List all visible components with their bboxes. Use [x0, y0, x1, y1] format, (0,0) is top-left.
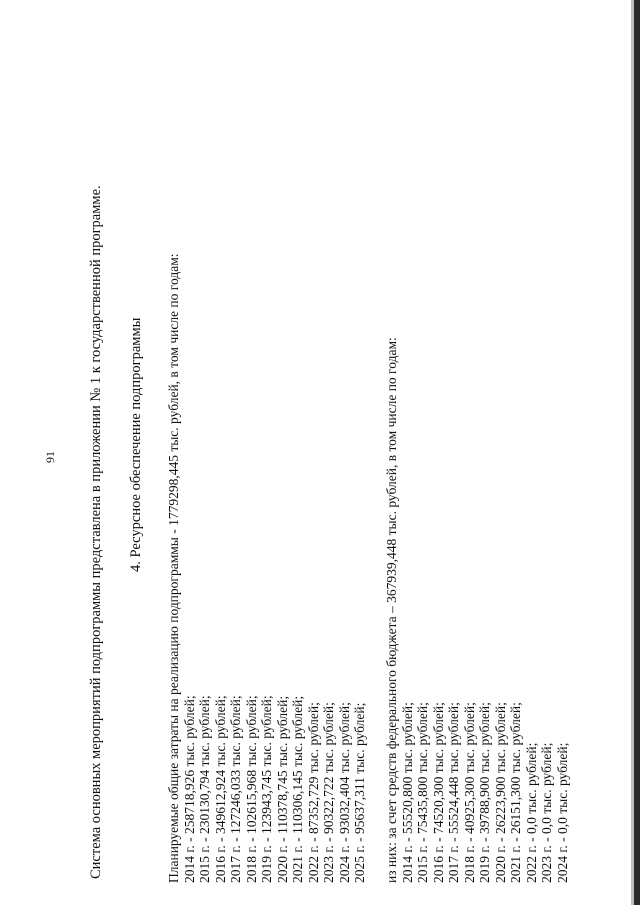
total-funding-heading: Планируемые общие затраты на реализацию подпрограммы - 1779298,445 тыс. рублей, в том числе по годам: — [166, 253, 181, 883]
federal-funding-item: 2022 г. - 0,0 тыс. рублей; — [523, 742, 539, 883]
total-funding-item: 2015 г. - 230130,794 тыс. рублей; — [197, 695, 212, 883]
federal-funding-item: 2024 г. - 0,0 тыс. рублей; — [554, 742, 570, 883]
total-funding-item: 2024 г. - 93032,404 тыс. рублей; — [336, 702, 352, 883]
total-funding-item: 2023 г. - 90322,722 тыс. рублей; — [321, 702, 336, 883]
total-funding-item: 2021 г. - 110306,145 тыс. рублей; — [290, 695, 305, 883]
total-funding-item: 2022 г. - 87352,729 тыс. рублей; — [305, 702, 321, 883]
federal-funding-item: 2023 г. - 0,0 тыс. рублей; — [539, 742, 554, 883]
federal-funding-item: 2014 г. - 55520,800 тыс. рублей; — [399, 702, 415, 883]
total-funding-item: 2019 г. - 123943,745 тыс. рублей; — [259, 695, 274, 883]
total-funding-item: 2020 г. - 110378,745 тыс. рублей; — [274, 695, 290, 883]
total-funding-item: 2014 г. - 258718,926 тыс. рублей; — [181, 695, 197, 883]
total-funding-block — [166, 254, 368, 884]
federal-funding-item: 2016 г. - 74520,300 тыс. рублей; — [430, 702, 446, 883]
total-funding-item: 2025 г. - 95637,311 тыс. рублей; — [352, 702, 367, 883]
federal-funding-block — [384, 337, 570, 883]
federal-funding-item: 2015 г. - 75435,800 тыс. рублей; — [415, 702, 430, 883]
federal-funding-item: 2019 г. - 39788,900 тыс. рублей; — [477, 702, 492, 883]
section-title: 4. Ресурсное обеспечение подпрограммы — [128, 317, 144, 572]
federal-funding-item: 2018 г. - 40925,300 тыс. рублей; — [461, 702, 477, 883]
federal-funding-item: 2021 г. - 26151,300 тыс. рублей; — [508, 702, 523, 883]
page-number: 91 — [43, 451, 57, 463]
total-funding-item: 2016 г. - 349612,924 тыс. рублей; — [212, 695, 228, 883]
intro-paragraph: Система основных мероприятий подпрограммы представлена в приложении № 1 к государственной программе. — [88, 185, 104, 879]
total-funding-item: 2017 г. - 127246,033 тыс. рублей; — [228, 695, 243, 883]
federal-funding-item: 2017 г. - 55524,448 тыс. рублей; — [446, 702, 461, 883]
total-funding-item: 2018 г. - 102615,968 тыс. рублей; — [243, 695, 259, 883]
federal-funding-item: 2020 г. - 26223,900 тыс. рублей; — [492, 702, 508, 883]
federal-funding-heading: из них: за счет средств федерального бюджета – 367939,448 тыс. рублей, в том числе по годам: — [384, 337, 399, 883]
